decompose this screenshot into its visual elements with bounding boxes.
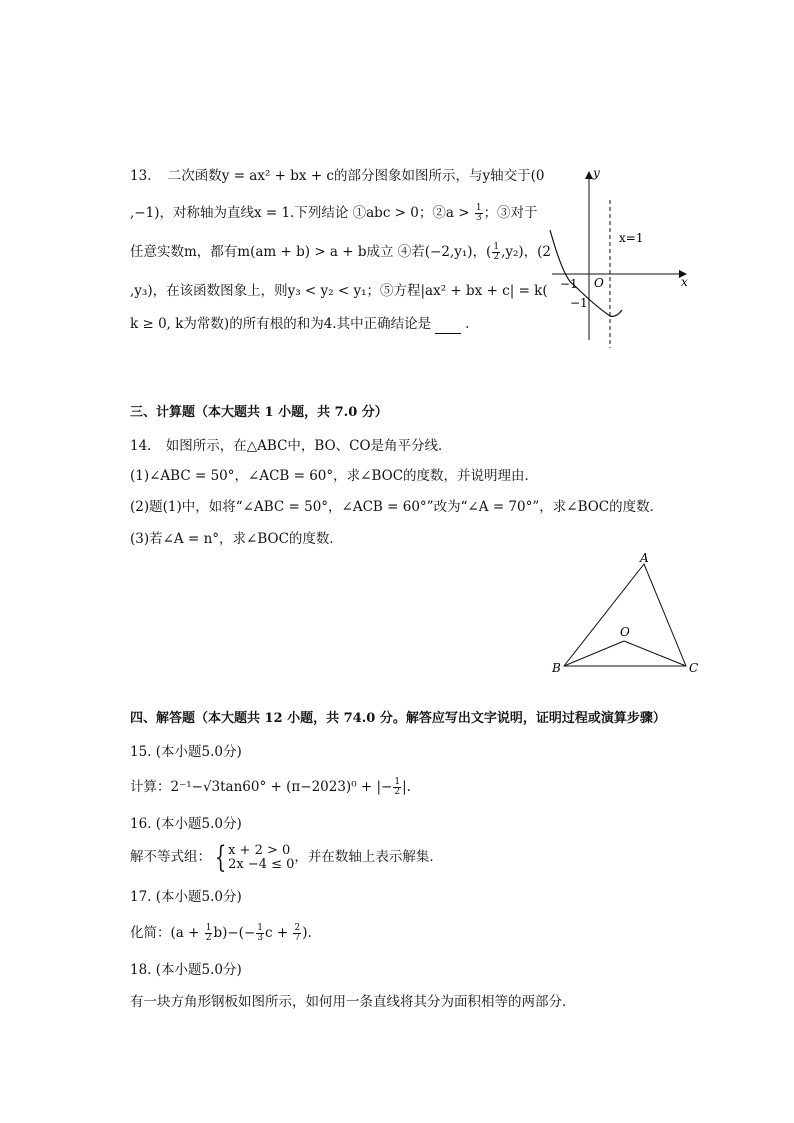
q13-text-2a: ,−1)，对称轴为直线x = 1.下列结论 ①abc > 0；②a > bbox=[130, 205, 474, 221]
q14-part3: (3)若∠A = n°，求∠BOC的度数． bbox=[130, 531, 343, 547]
q13-text-1: 二次函数y = ax² + bx + c的部分图象如图所示，与y轴交于(0 bbox=[167, 168, 545, 184]
q13-line1 bbox=[130, 166, 544, 186]
q13-text-3: 任意实数m，都有m(am + b) > a + b成立 ④若(−2,y₁)，( bbox=[130, 244, 492, 260]
parabola-graph bbox=[544, 160, 694, 350]
q17-fraction-2: $\frac{1}{3}$ bbox=[257, 923, 263, 943]
q13-line2 bbox=[130, 203, 538, 223]
section-4-title: 四、解答题（本大题共 12 小题，共 74.0 分。解答应写出文字说明，证明过程或演算步骤） bbox=[130, 711, 666, 726]
q13-line3 bbox=[130, 242, 551, 262]
q16-suffix: ，并在数轴上表示解集． bbox=[294, 849, 443, 865]
q17-header: 17. (本小题5.0分) bbox=[130, 889, 242, 905]
segment-bo bbox=[564, 641, 624, 666]
neg1-y-label: −1 bbox=[570, 296, 588, 310]
triangle-figure bbox=[546, 550, 706, 680]
inequality-1: x + 2 > 0 bbox=[228, 842, 291, 858]
q16-prefix: 解不等式组： bbox=[130, 849, 211, 865]
q17-expression bbox=[130, 923, 312, 943]
q14-number: 14. bbox=[130, 438, 152, 454]
q16-header: 16. (本小题5.0分) bbox=[130, 816, 242, 832]
q17-fraction-3: $\frac{2}{7}$ bbox=[294, 923, 301, 943]
q13-line5 bbox=[130, 314, 469, 334]
q13-line4 bbox=[130, 281, 548, 301]
q17-text-d: ). bbox=[302, 925, 312, 941]
brace-symbol: { bbox=[214, 839, 227, 875]
answer-blank[interactable] bbox=[435, 319, 461, 334]
section-3-title: 三、计算题（本大题共 1 小题，共 7.0 分） bbox=[130, 405, 388, 420]
triangle-abc bbox=[564, 564, 686, 666]
q16-system bbox=[130, 839, 443, 875]
q13-text-3b: ,y₂)，(2 bbox=[501, 244, 552, 260]
q13-fraction-one-half: $\frac{1}{2}$ bbox=[493, 242, 500, 262]
q13-text-4: ,y₃)，在该函数图象上，则y₃ < y₂ < y₁；⑤方程|ax² + bx + c| = k( bbox=[130, 283, 548, 299]
vertex-c-label: C bbox=[689, 661, 699, 675]
q13-period: . bbox=[465, 316, 470, 332]
q17-fraction-1: $\frac{1}{2}$ bbox=[205, 923, 212, 943]
q15-text-b: |. bbox=[402, 779, 411, 795]
q17-text-c: c + bbox=[265, 925, 293, 941]
vertex-b-label: B bbox=[552, 661, 561, 675]
symmetry-axis-label: x=1 bbox=[619, 231, 644, 245]
q15-fraction: $\frac{1}{2}$ bbox=[394, 777, 401, 797]
q15-header: 15. (本小题5.0分) bbox=[130, 744, 242, 760]
point-o-label: O bbox=[620, 625, 630, 639]
q13-fraction-one-third: $\frac{1}{3}$ bbox=[475, 203, 482, 223]
q13-text-2b: ；③对于 bbox=[483, 205, 538, 221]
q14-stem: 如图所示，在△ABC中，BO、CO是角平分线． bbox=[165, 438, 452, 454]
origin-label: O bbox=[594, 276, 604, 290]
neg1-x-label: −1 bbox=[560, 277, 578, 291]
y-axis-label: y bbox=[593, 166, 600, 180]
q13-number: 13. bbox=[130, 168, 152, 184]
inequality-system bbox=[228, 844, 294, 872]
q18-header: 18. (本小题5.0分) bbox=[130, 962, 242, 978]
x-axis-label: x bbox=[681, 275, 688, 289]
q17-text-a: 化简：(a + bbox=[130, 925, 204, 941]
q18-text: 有一块方角形钢板如图所示，如何用一条直线将其分为面积相等的两部分． bbox=[130, 994, 576, 1010]
q14-stem-line bbox=[130, 436, 452, 456]
inequality-2: 2x −4 ≤ 0 bbox=[228, 856, 295, 872]
q17-text-b: b)−(− bbox=[213, 925, 256, 941]
q15-expression bbox=[130, 777, 411, 797]
segment-co bbox=[624, 641, 686, 666]
q14-part2: (2)题(1)中，如将“∠ABC = 50°，∠ACB = 60°”改为“∠A = 70°”，求∠BOC的度数． bbox=[130, 499, 664, 515]
q14-part1: (1)∠ABC = 50°，∠ACB = 60°，求∠BOC的度数，并说明理由． bbox=[130, 468, 539, 484]
q13-text-5: k ≥ 0, k为常数)的所有根的和为4.其中正确结论是 bbox=[130, 316, 432, 332]
q15-text-a: 计算：2⁻¹−√3tan60° + (π−2023)⁰ + |− bbox=[130, 779, 393, 795]
vertex-a-label: A bbox=[640, 551, 649, 565]
